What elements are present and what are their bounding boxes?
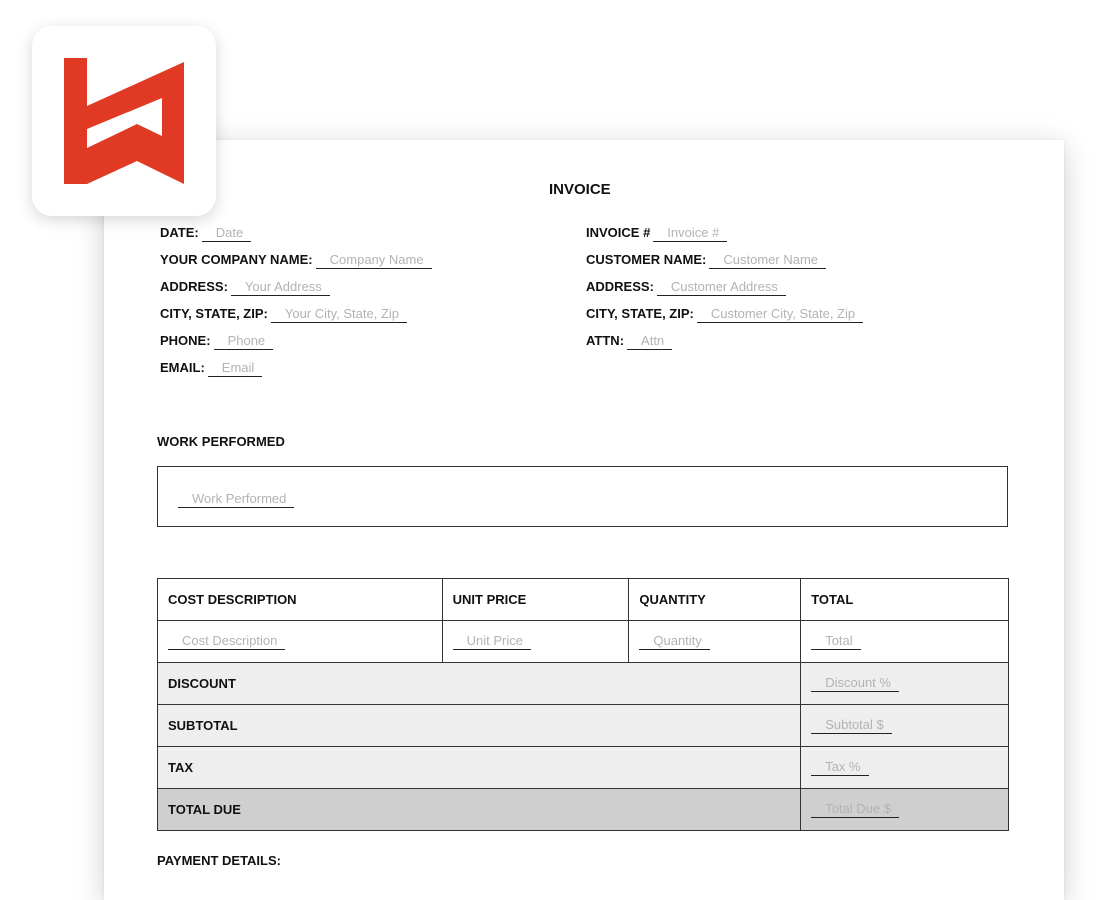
company-name-field [160, 252, 432, 269]
customer-address-input[interactable]: Customer Address [657, 280, 786, 296]
unit-price-input[interactable]: Unit Price [453, 634, 531, 650]
customer-city-input[interactable]: Customer City, State, Zip [697, 307, 863, 323]
subtotal-row [158, 705, 1009, 747]
invoice-number-input[interactable]: Invoice # [653, 226, 727, 242]
customer-name-input[interactable]: Customer Name [709, 253, 826, 269]
attn-field [586, 333, 672, 350]
app-logo-glyph [32, 26, 216, 216]
work-performed-box [157, 466, 1008, 527]
your-address-input[interactable]: Your Address [231, 280, 330, 296]
header-total: TOTAL [801, 579, 1009, 621]
work-performed-input[interactable]: Work Performed [178, 492, 294, 508]
company-name-label: YOUR COMPANY NAME: [160, 252, 313, 267]
total-due-input[interactable]: Total Due $ [811, 802, 899, 818]
header-cost-description: COST DESCRIPTION [158, 579, 443, 621]
tax-label: TAX [158, 747, 801, 789]
date-label: DATE: [160, 225, 199, 240]
work-performed-title: WORK PERFORMED [157, 434, 285, 449]
invoice-title: INVOICE [549, 181, 611, 198]
quantity-cell [629, 621, 801, 663]
customer-name-label: CUSTOMER NAME: [586, 252, 707, 267]
discount-label: DISCOUNT [158, 663, 801, 705]
unit-price-cell [442, 621, 629, 663]
total-due-label: TOTAL DUE [158, 789, 801, 831]
subtotal-label: SUBTOTAL [158, 705, 801, 747]
phone-field [160, 333, 273, 350]
tax-cell [801, 747, 1009, 789]
customer-address-label: ADDRESS: [586, 279, 654, 294]
discount-cell [801, 663, 1009, 705]
email-input[interactable]: Email [208, 361, 263, 377]
date-input[interactable]: Date [202, 226, 251, 242]
discount-input[interactable]: Discount % [811, 676, 899, 692]
your-city-label: CITY, STATE, ZIP: [160, 306, 268, 321]
your-city-input[interactable]: Your City, State, Zip [271, 307, 407, 323]
your-city-field [160, 306, 407, 323]
quantity-input[interactable]: Quantity [639, 634, 709, 650]
cost-table [157, 578, 1009, 831]
subtotal-input[interactable]: Subtotal $ [811, 718, 892, 734]
total-cell [801, 621, 1009, 663]
your-address-label: ADDRESS: [160, 279, 228, 294]
email-field [160, 360, 262, 377]
date-field [160, 225, 251, 242]
discount-row [158, 663, 1009, 705]
cost-description-cell [158, 621, 443, 663]
invoice-number-field [586, 225, 727, 242]
customer-address-field [586, 279, 786, 296]
tax-input[interactable]: Tax % [811, 760, 868, 776]
attn-label: ATTN: [586, 333, 625, 348]
customer-city-label: CITY, STATE, ZIP: [586, 306, 694, 321]
payment-details-title: PAYMENT DETAILS: [157, 853, 281, 868]
customer-name-field [586, 252, 826, 269]
attn-input[interactable]: Attn [627, 334, 672, 350]
phone-label: PHONE: [160, 333, 211, 348]
customer-city-field [586, 306, 863, 323]
invoice-number-label: INVOICE # [586, 225, 651, 240]
cost-description-input[interactable]: Cost Description [168, 634, 285, 650]
header-unit-price: UNIT PRICE [442, 579, 629, 621]
cost-table-row [158, 621, 1009, 663]
header-quantity: QUANTITY [629, 579, 801, 621]
tax-row [158, 747, 1009, 789]
email-label: EMAIL: [160, 360, 205, 375]
your-address-field [160, 279, 330, 296]
company-name-input[interactable]: Company Name [316, 253, 432, 269]
cost-table-header-row [158, 579, 1009, 621]
phone-input[interactable]: Phone [214, 334, 274, 350]
total-due-row [158, 789, 1009, 831]
subtotal-cell [801, 705, 1009, 747]
app-logo-icon [32, 26, 216, 216]
total-input[interactable]: Total [811, 634, 860, 650]
total-due-cell [801, 789, 1009, 831]
